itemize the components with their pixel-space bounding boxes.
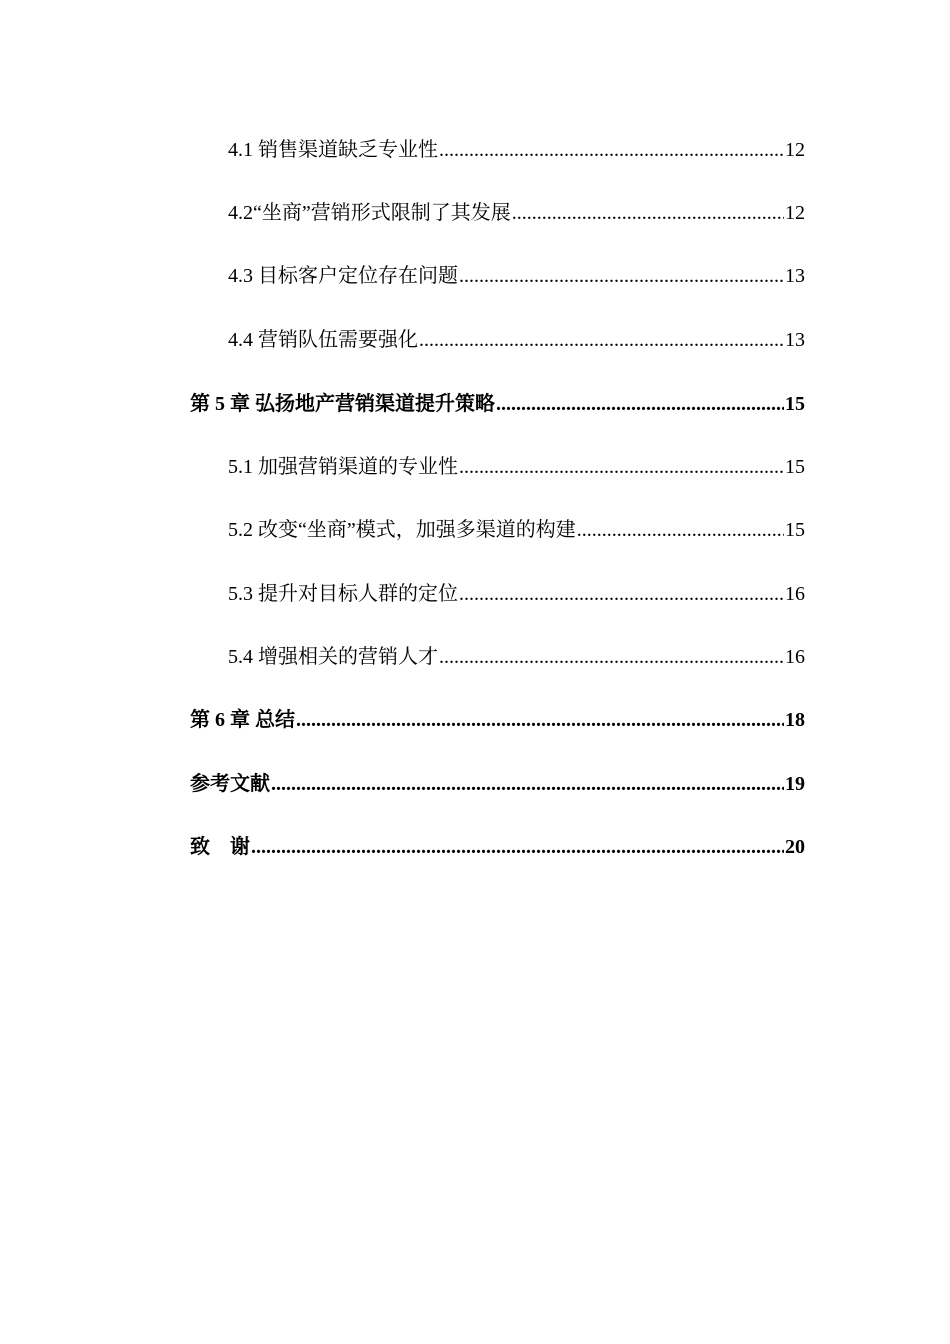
toc-chapter-entry[interactable] <box>190 833 805 861</box>
toc-leader-dots <box>271 770 784 798</box>
toc-page-number: 15 <box>785 393 805 415</box>
toc-leader-dots <box>496 390 784 418</box>
toc-page-number: 19 <box>785 773 805 795</box>
toc-entry-title: 5.2 改变“坐商”模式，加强多渠道的构建 <box>228 519 576 541</box>
toc-leader-dots <box>577 516 784 544</box>
toc-leader-dots <box>459 262 784 290</box>
toc-chapter-entry[interactable] <box>190 770 805 798</box>
toc-entry-title: 第 5 章 弘扬地产营销渠道提升策略 <box>190 393 495 415</box>
toc-entry-title: 4.2“坐商”营销形式限制了其发展 <box>228 202 511 224</box>
toc-entry[interactable] <box>228 199 805 227</box>
toc-leader-dots <box>439 136 784 164</box>
toc-entry[interactable] <box>228 580 805 608</box>
toc-page-number: 13 <box>785 329 805 351</box>
toc-page-number: 16 <box>785 646 805 668</box>
toc-entry-title: 致 谢 <box>190 836 250 858</box>
toc-entry-title: 5.1 加强营销渠道的专业性 <box>228 456 458 478</box>
toc-page-number: 12 <box>785 202 805 224</box>
toc-page-number: 16 <box>785 583 805 605</box>
toc-entry-title: 参考文献 <box>190 773 270 795</box>
toc-entry[interactable] <box>228 643 805 671</box>
toc-entry-title: 5.4 增强相关的营销人才 <box>228 646 438 668</box>
toc-entry[interactable] <box>228 136 805 164</box>
toc-page-number: 15 <box>785 456 805 478</box>
toc-page-number: 18 <box>785 709 805 731</box>
toc-entry[interactable] <box>228 262 805 290</box>
toc-page-number: 15 <box>785 519 805 541</box>
toc-leader-dots <box>419 326 784 354</box>
toc-page-number: 20 <box>785 836 805 858</box>
toc-page-number: 13 <box>785 265 805 287</box>
toc-leader-dots <box>459 580 784 608</box>
toc-leader-dots <box>251 833 784 861</box>
toc-leader-dots <box>512 199 784 227</box>
toc-page-number: 12 <box>785 139 805 161</box>
toc-chapter-entry[interactable] <box>190 706 805 734</box>
toc-entry-title: 4.1 销售渠道缺乏专业性 <box>228 139 438 161</box>
toc-entry[interactable] <box>228 326 805 354</box>
toc-entry-title: 4.3 目标客户定位存在问题 <box>228 265 458 287</box>
toc-leader-dots <box>459 453 784 481</box>
toc-entry-title: 4.4 营销队伍需要强化 <box>228 329 418 351</box>
toc-leader-dots <box>296 706 784 734</box>
toc-entry-title: 5.3 提升对目标人群的定位 <box>228 583 458 605</box>
toc-chapter-entry[interactable] <box>190 390 805 418</box>
toc-entry[interactable] <box>228 516 805 544</box>
toc-entry[interactable] <box>228 453 805 481</box>
toc-entry-title: 第 6 章 总结 <box>190 709 295 731</box>
toc-leader-dots <box>439 643 784 671</box>
